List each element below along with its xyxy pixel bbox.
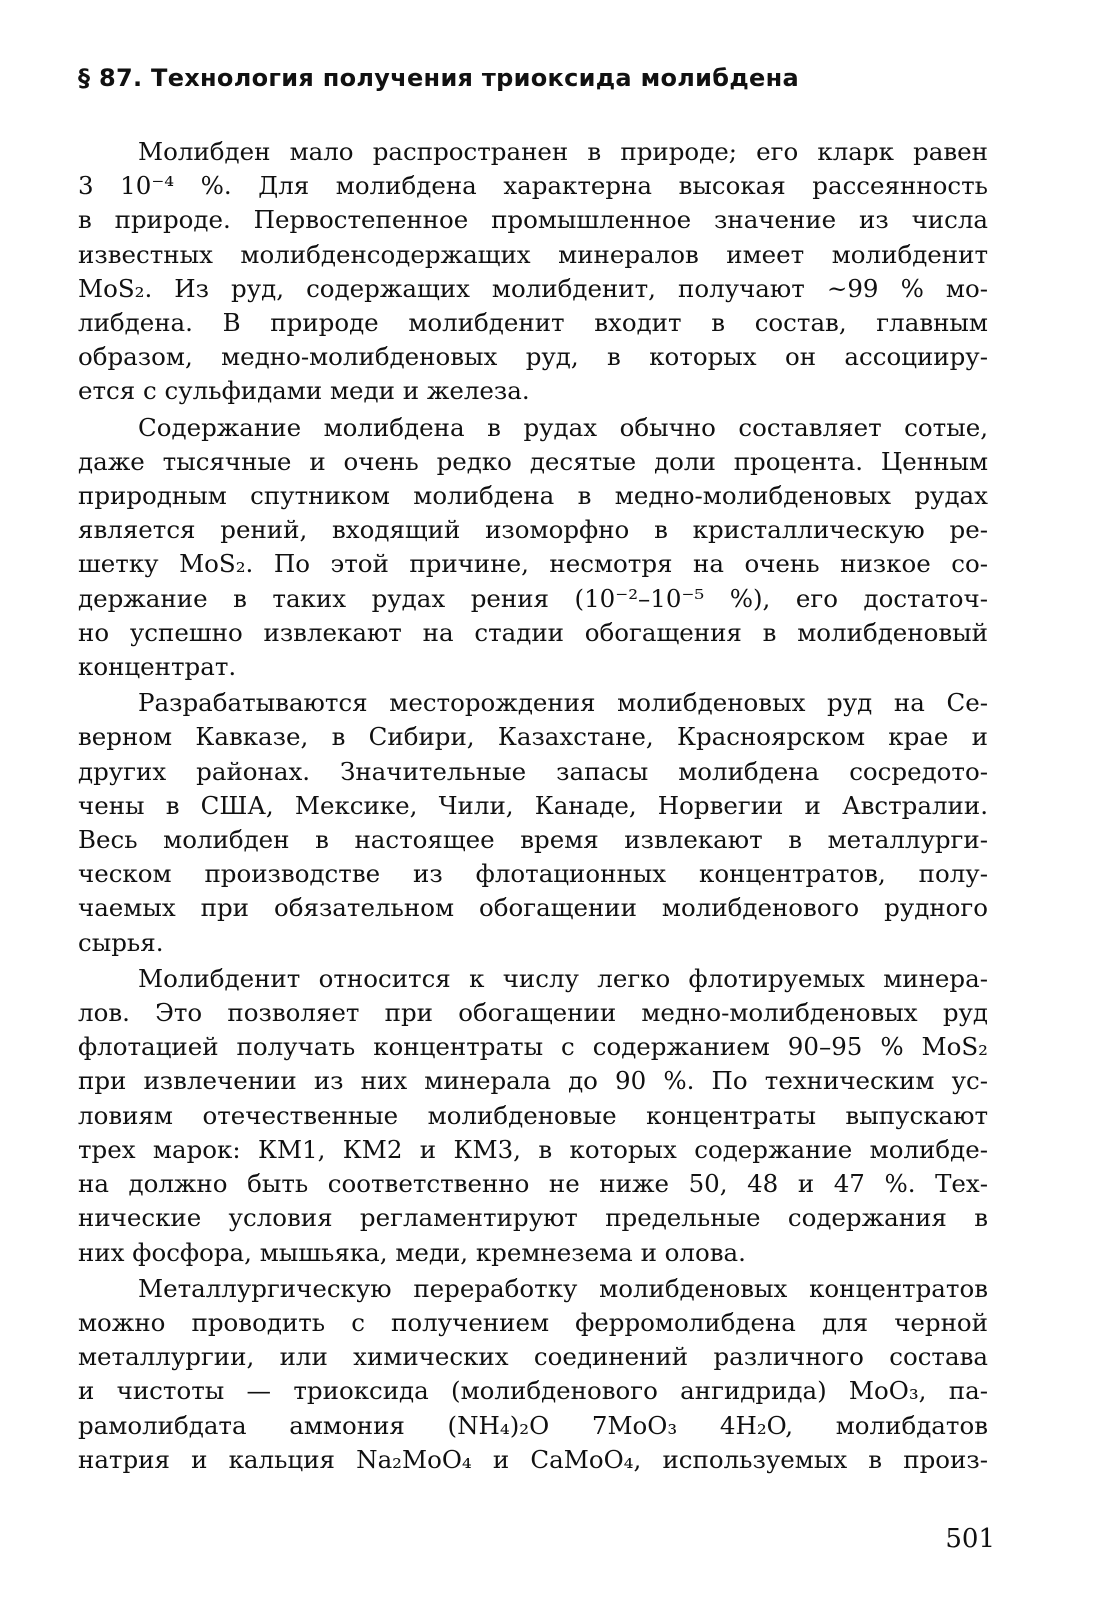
text-line: либдена. В природе молибденит входит в состав, главным (78, 308, 988, 338)
paragraph (78, 135, 988, 409)
text-line: концентрат. (78, 652, 237, 682)
text-line: рамолибдата аммония (NH₄)₂O 7MoO₃ 4H₂O, молибдатов (78, 1410, 988, 1440)
text-line: держание в таких рудах рения (10⁻²–10⁻⁵ %), его достаточ- (78, 583, 988, 613)
text-line: можно проводить с получением ферромолибдена для черной (78, 1307, 988, 1337)
text-line: Молибденит относится к числу легко флотируемых минера- (138, 963, 988, 993)
text-line: Металлургическую переработку молибденовых концентратов (138, 1273, 988, 1303)
text-line: Весь молибден в настоящее время извлекают в металлурги- (78, 825, 988, 855)
text-line: Содержание молибдена в рудах обычно составляет сотые, (138, 412, 988, 442)
text-line: нические условия регламентируют предельные содержания в (78, 1203, 988, 1233)
text-line: но успешно извлекают на стадии обогащения в молибденовый (78, 617, 988, 647)
text-line: Разрабатываются месторождения молибденовых руд на Се- (138, 688, 988, 718)
text-line: и чистоты — триоксида (молибденового ангидрида) MoO₃, па- (78, 1376, 988, 1406)
paragraph (78, 1272, 988, 1477)
body-text (78, 135, 988, 1477)
text-line: чаемых при обязательном обогащении молибденового рудного (78, 893, 988, 923)
text-line: является рений, входящий изоморфно в кристаллическую ре- (78, 515, 988, 545)
text-line: природным спутником молибдена в медно-молибденовых рудах (78, 481, 988, 511)
text-line: натрия и кальция Na₂MoO₄ и CaMoO₄, используемых в произ- (78, 1444, 988, 1474)
text-line: при извлечении из них минерала до 90 %. По техническим ус- (78, 1066, 988, 1096)
page-content (78, 50, 988, 1477)
text-line: них фосфора, мышьяка, меди, кремнезема и олова. (78, 1237, 746, 1267)
text-line: ческом производстве из флотационных концентратов, полу- (78, 859, 988, 889)
text-line: флотацией получать концентраты с содержанием 90–95 % MoS₂ (78, 1032, 988, 1062)
text-line: ловиям отечественные молибденовые концентраты выпускают (78, 1100, 988, 1130)
text-line: в природе. Первостепенное промышленное значение из числа (78, 205, 988, 235)
text-line: известных молибденсодержащих минералов имеет молибденит (78, 239, 988, 269)
text-line: ется с сульфидами меди и железа. (78, 376, 530, 406)
text-line: других районах. Значительные запасы молибдена сосредото- (78, 756, 988, 786)
paragraph (78, 686, 988, 960)
text-line: MoS₂. Из руд, содержащих молибденит, получают ~99 % мо- (78, 273, 988, 303)
text-line: чены в США, Мексике, Чили, Канаде, Норвегии и Австралии. (78, 790, 988, 820)
text-line: верном Кавказе, в Сибири, Казахстане, Красноярском крае и (78, 722, 988, 752)
text-line: 3 10⁻⁴ %. Для молибдена характерна высокая рассеянность (78, 171, 988, 201)
text-line: трех марок: КМ1, КМ2 и КМ3, в которых содержание молибде- (78, 1134, 988, 1164)
text-line: лов. Это позволяет при обогащении медно-молибденовых руд (78, 998, 988, 1028)
section-title: § 87. Технология получения триоксида молибдена (78, 64, 799, 92)
text-line: шетку MoS₂. По этой причине, несмотря на очень низкое со- (78, 549, 988, 579)
text-line: сырья. (78, 927, 164, 957)
paragraph (78, 962, 988, 1270)
page-number: 501 (945, 1524, 995, 1554)
text-line: образом, медно-молибденовых руд, в которых он ассоцииру- (78, 342, 988, 372)
text-line: Молибден мало распространен в природе; его кларк равен (138, 137, 988, 166)
text-line: на должно быть соответственно не ниже 50, 48 и 47 %. Тех- (78, 1169, 988, 1199)
text-line: металлургии, или химических соединений различного состава (78, 1342, 988, 1372)
text-line: даже тысячные и очень редко десятые доли процента. Ценным (78, 446, 988, 476)
paragraph (78, 411, 988, 685)
